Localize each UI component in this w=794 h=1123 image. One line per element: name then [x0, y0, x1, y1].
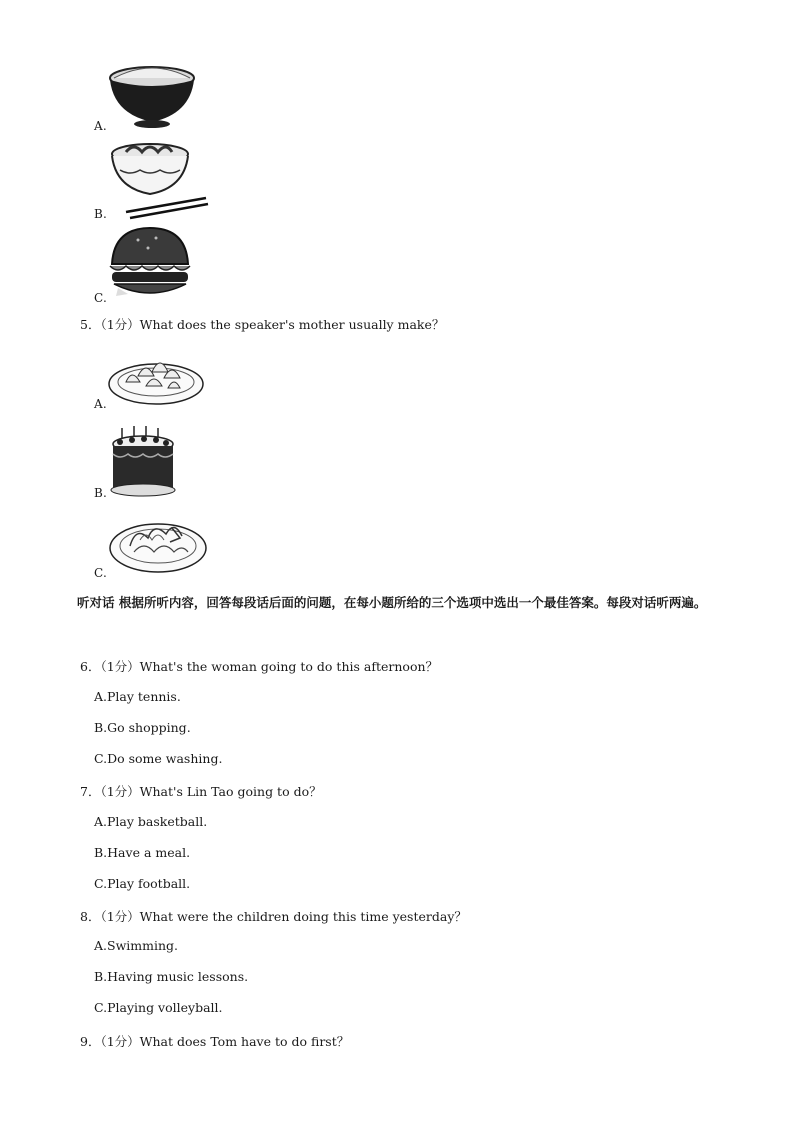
q5-option-a-image[interactable] [106, 346, 206, 408]
noodle-bowl-icon [106, 140, 210, 220]
q7-option-c[interactable]: C.Play football. [94, 876, 191, 891]
question-number: 9． [80, 1034, 101, 1049]
q4-option-a-image[interactable] [104, 62, 200, 130]
dumplings-plate-icon [106, 346, 206, 408]
q4-option-b-label: B. [94, 207, 108, 221]
q8-option-a[interactable]: A.Swimming. [94, 938, 178, 953]
question-6 [80, 657, 438, 675]
question-score: （1分） [100, 659, 140, 674]
q4-option-c-image[interactable] [108, 226, 192, 302]
question-score: （1分） [100, 909, 140, 924]
q6-option-a[interactable]: A.Play tennis. [94, 689, 181, 704]
q5-option-b-label: B. [94, 486, 108, 500]
q4-option-a-label: A. [94, 119, 107, 133]
question-text: What does the speaker's mother usually make？ [139, 317, 445, 332]
section-instruction: 听对话 根据所听内容，回答每段话后面的问题，在每小题所给的三个选项中选出一个最佳答案。每段对话听两遍。 [77, 595, 707, 610]
rice-bowl-icon [104, 62, 200, 130]
question-text: What's Lin Tao going to do？ [139, 784, 322, 799]
q5-option-c-image[interactable] [106, 510, 210, 576]
question-text: What's the woman going to do this afternoon？ [139, 659, 439, 674]
question-7 [80, 782, 322, 800]
question-score: （1分） [100, 317, 140, 332]
question-score: （1分） [100, 1034, 140, 1049]
question-text: What were the children doing this time yesterday？ [139, 909, 467, 924]
question-8 [80, 907, 467, 925]
question-5 [80, 315, 444, 333]
q6-option-c[interactable]: C.Do some washing. [94, 751, 223, 766]
q6-option-b[interactable]: B.Go shopping. [94, 720, 191, 735]
q8-option-c[interactable]: C.Playing volleyball. [94, 1000, 223, 1015]
q5-option-b-image[interactable] [108, 424, 178, 498]
hamburger-icon [108, 226, 192, 302]
q8-option-b[interactable]: B.Having music lessons. [94, 969, 249, 984]
q4-option-c-label: C. [94, 291, 107, 305]
q4-option-b-image[interactable] [106, 140, 210, 220]
question-text: What does Tom have to do first？ [139, 1034, 350, 1049]
noodles-plate-icon [106, 510, 210, 576]
question-score: （1分） [100, 784, 140, 799]
question-9 [80, 1032, 349, 1050]
question-number: 7． [80, 784, 101, 799]
q7-option-b[interactable]: B.Have a meal. [94, 845, 191, 860]
question-number: 6． [80, 659, 101, 674]
question-number: 5． [80, 317, 101, 332]
question-number: 8． [80, 909, 101, 924]
birthday-cake-icon [108, 424, 178, 498]
q5-option-a-label: A. [94, 397, 107, 411]
q5-option-c-label: C. [94, 566, 107, 580]
q7-option-a[interactable]: A.Play basketball. [94, 814, 208, 829]
